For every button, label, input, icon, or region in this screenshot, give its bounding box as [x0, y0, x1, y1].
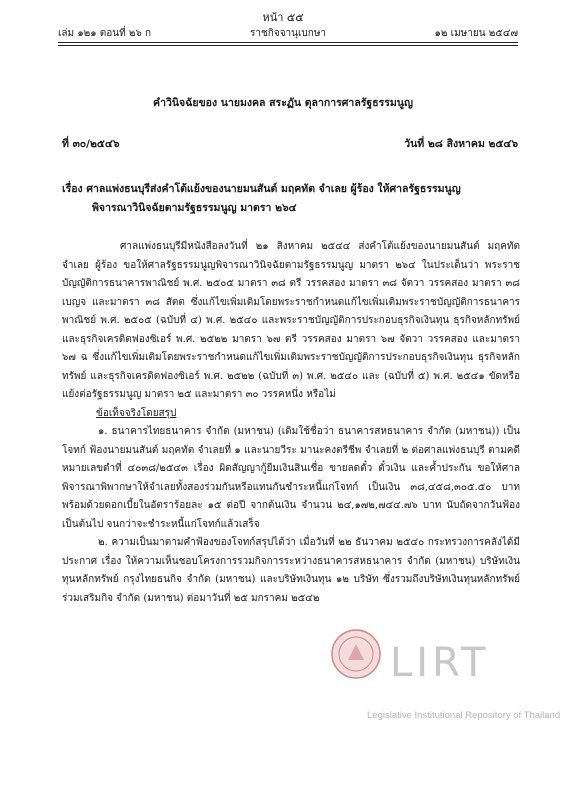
subject-line-2: พิจารณาวินิจฉัยตามรัฐธรรมนูญ มาตรา ๒๖๔ [92, 202, 297, 214]
repository-seal-icon [330, 628, 382, 680]
section-heading-wrap [62, 405, 520, 424]
publication-date: ๑๒ เมษายน ๒๕๔๗ [434, 28, 518, 39]
header-rule-top [58, 42, 518, 43]
gazette-header [58, 26, 518, 40]
subject-block [62, 180, 522, 216]
header-rule-bottom [58, 45, 518, 46]
repository-caption: Legislative Institutional Repository of Thailand [367, 710, 561, 721]
document-title: คำวินิจฉัยของ นายมงคล สระฏัน ตุลาการศาลรัฐธรรมนูญ [153, 97, 413, 109]
body-text [62, 238, 520, 608]
page-number: หน้า ๕๕ [262, 11, 304, 24]
paragraph-fact-2: ๒. ความเป็นมาตามคำฟ้องของโจทก์สรุปได้ว่า เมื่อวันที่ ๒๒ ธันวาคม ๒๕๔๐ กระทรวงการคลังได้มีประกาศ เรื่อง ให้ความเห็นชอบโครงการรวมกิจการระหว่างธนาคารสหธนาคาร จำกัด (มหาชน) บริษัทเงินทุนหลักทรัพย์ กรุงไทยธนกิจ จำกัด (มหาชน) และบริษัทเงินทุน ๑๒ บริษัท ซึ่งรวมถึงบริษัทเงินทุนหลักทรัพย์ ร่วมเสริมกิจ จำกัด (มหาชน) ต่อมาวันที่ ๒๕ มกราคม ๒๕๔๒ [62, 537, 520, 604]
section-heading: ข้อเท็จจริงโดยสรุป [96, 407, 177, 419]
repository-logo: LIRT [390, 640, 490, 686]
ruling-number: ที่ ๓๐/๒๕๔๖ [62, 138, 120, 150]
reference-row [62, 135, 518, 149]
gazette-name: ราชกิจจานุเบกษา [250, 28, 327, 39]
volume-issue: เล่ม ๑๒๑ ตอนที่ ๒๖ ก [58, 28, 152, 39]
paragraph-fact-1: ๑. ธนาคารไทยธนาคาร จำกัด (มหาชน) (เดิมใช้ชื่อว่า ธนาคารสหธนาคาร จำกัด (มหาชน)) เป็นโจทก์ ฟ้องนายมนสันต์ มฤคทัต จำเลยที่ ๑ และนายวีระ มานะคงตรีชีพ จำเลยที่ ๒ ต่อศาลแพ่งธนบุรี ตามคดีหมายเลขดำที่ ๔๐๓๘/๒๕๔๓ เรื่อง ผิดสัญญากู้ยืมเงินสินเชื่อ ขายลดตั๋ว ตั๋วเงิน และค้ำประกัน ขอให้ศาลพิจารณาพิพากษาให้จำเลยทั้งสองร่วมกันหรือแทนกันชำระหนี้แก่โจทก์ เป็นเงิน ๓๘,๔๕๘,๓๐๕.๕๐ บาท พร้อมด้วยดอกเบี้ยในอัตราร้อยละ ๑๕ ต่อปี จากต้นเงิน จำนวน ๒๔,๑๗๒,๗๔๔.๗๖ บาท นับถัดจากวันฟ้องเป็นต้นไป จนกว่าจะชำระหนี้แก่โจทก์แล้วเสร็จ [62, 426, 520, 530]
subject-line-1: เรื่อง ศาลแพ่งธนบุรีส่งคำโต้แย้งของนายมนสันต์ มฤคทัต จำเลย ผู้ร้อง ให้ศาลรัฐธรรมนูญ [62, 183, 461, 195]
paragraph-intro: ศาลแพ่งธนบุรีมีหนังสือลงวันที่ ๒๑ สิงหาคม ๒๕๔๔ ส่งคำโต้แย้งของนายมนสันต์ มฤคทัต จำเลย ผู้ร้อง ขอให้ศาลรัฐธรรมนูญพิจารณาวินิจฉัยตามรัฐธรรมนูญ มาตรา ๒๖๔ ในประเด็นว่า พระราชบัญญัติการธนาคารพาณิชย์ พ.ศ. ๒๕๐๕ มาตรา ๓๘ ตรี วรรคสอง มาตรา ๓๘ จัตวา วรรคสอง มาตรา ๓๘ เบญจ และมาตรา ๓๘ สัตต ซึ่งแก้ไขเพิ่มเติมโดยพระราชกำหนดแก้ไขเพิ่มเติมพระราชบัญญัติการธนาคารพาณิชย์ พ.ศ. ๒๕๐๕ (ฉบับที่ ๔) พ.ศ. ๒๕๔๐ และพระราชบัญญัติการประกอบธุรกิจเงินทุน ธุรกิจหลักทรัพย์ และธุรกิจเครดิตฟองซิเอร์ พ.ศ. ๒๕๒๒ มาตรา ๖๗ ตรี วรรคสอง มาตรา ๖๗ จัตวา วรรคสอง และมาตรา ๖๗ ฉ ซึ่งแก้ไขเพิ่มเติมโดยพระราชกำหนดแก้ไขเพิ่มเติมพระราชบัญญัติการประกอบธุรกิจเงินทุน ธุรกิจหลักทรัพย์ และธุรกิจเครดิตฟองซิเอร์ พ.ศ. ๒๕๒๒ (ฉบับที่ ๓) พ.ศ. ๒๕๔๐ และ (ฉบับที่ ๕) พ.ศ. ๒๕๔๑ ขัดหรือแย้งต่อรัฐธรรมนูญ มาตรา ๒๕ และมาตรา ๓๐ วรรคหนึ่ง หรือไม่ [62, 241, 520, 400]
ruling-date: วันที่ ๒๘ สิงหาคม ๒๕๔๖ [404, 138, 518, 150]
